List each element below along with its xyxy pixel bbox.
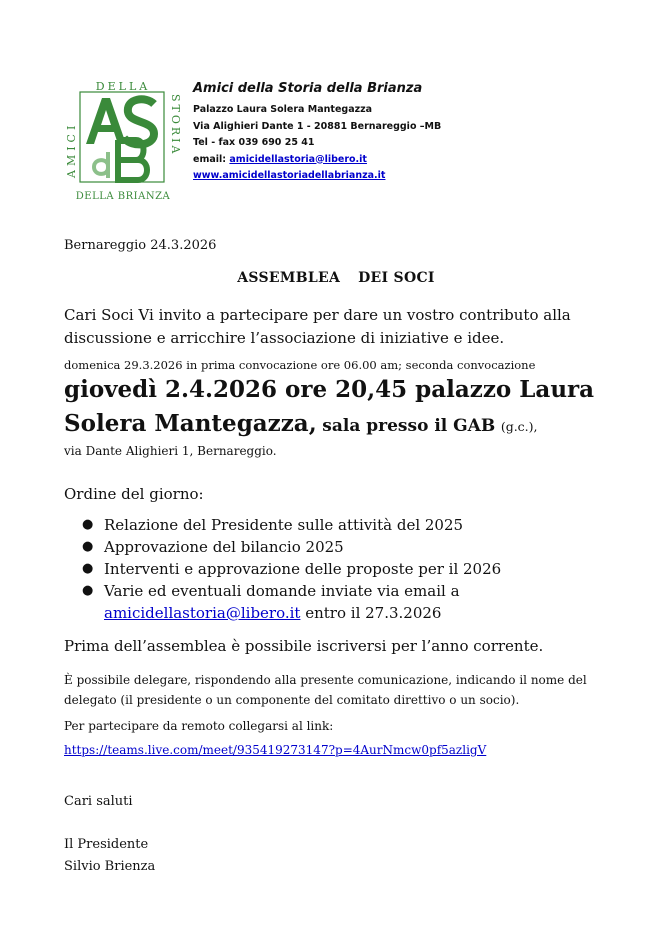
agenda-list <box>64 514 624 624</box>
street-address: via Dante Alighieri 1, Bernareggio. <box>64 444 277 458</box>
agenda-title: Ordine del giorno: <box>64 485 204 503</box>
logo-right-text: STORIA <box>169 94 182 157</box>
logo-graphic <box>62 80 184 202</box>
agenda-item-text: Interventi e approvazione delle proposte per il 2026 <box>104 560 502 578</box>
bullet-icon: ● <box>82 517 94 532</box>
email-line <box>193 152 441 169</box>
logo-left-text: AMICI <box>65 121 78 178</box>
title-part-2: DEI SOCI <box>358 270 435 286</box>
list-item <box>64 514 624 536</box>
email-label: email: <box>193 153 227 165</box>
first-call: domenica 29.3.2026 in prima convocazione ore 06.00 am; seconda convocazione <box>64 358 536 372</box>
email-link[interactable]: amicidellastoria@libero.it <box>229 153 367 165</box>
intro-paragraph: Cari Soci Vi invito a partecipare per dare un vostro contributo alla discussione e arricchire l’associazione di iniziative e idee. <box>64 306 571 347</box>
list-item <box>64 536 624 558</box>
registration-note: Prima dell’assemblea è possibile iscriversi per l’anno corrente. <box>64 637 544 655</box>
remote-instructions: Per partecipare da remoto collegarsi al link: <box>64 719 334 733</box>
association-logo <box>62 80 184 202</box>
delegation-note: È possibile delegare, rispondendo alla presente comunicazione, indicando il nome del delegato (il presidente o un componente del comitato direttivo o un socio). <box>64 673 587 707</box>
venue: Palazzo Laura Solera Mantegazza <box>193 104 373 115</box>
room-info: sala presso il GAB <box>322 416 496 436</box>
bullet-icon: ● <box>82 539 94 554</box>
agenda-item-text: Varie ed eventuali domande inviate via email a <box>104 582 460 600</box>
organization-info <box>193 81 441 185</box>
logo-top-text: DELLA <box>95 80 151 93</box>
second-call-line-2 <box>64 410 538 437</box>
logo-bottom-text: DELLA BRIANZA <box>75 191 171 202</box>
venue-name: Solera Mantegazza, <box>64 410 317 437</box>
signature-name: Silvio Brienza <box>64 859 156 874</box>
monogram-letter-d <box>94 152 108 178</box>
agenda-deadline: entro il 27.3.2026 <box>305 604 442 622</box>
website-line <box>193 168 441 185</box>
bullet-icon: ● <box>82 583 94 598</box>
list-item <box>64 558 624 580</box>
phone: Tel - fax 039 690 25 41 <box>193 137 315 148</box>
list-item <box>64 580 624 624</box>
letter-title <box>0 270 672 286</box>
agenda-item-text: Approvazione del bilancio 2025 <box>104 538 344 556</box>
signature-role: Il Presidente <box>64 837 149 852</box>
agenda-email-link[interactable]: amicidellastoria@libero.it <box>104 604 301 622</box>
second-call-line-1 <box>64 376 594 403</box>
second-call-date: giovedì 2.4.2026 ore 20,45 palazzo Laura <box>64 376 595 403</box>
closing: Cari saluti <box>64 794 133 809</box>
address: Via Alighieri Dante 1 - 20881 Bernareggio –MB <box>193 120 442 132</box>
organization-name: Amici della Storia della Brianza <box>193 81 423 96</box>
title-part-1: ASSEMBLEA <box>237 270 341 286</box>
teams-meeting-link[interactable]: https://teams.live.com/meet/935419273147?p=4AurNmcw0pf5azligV <box>64 743 487 757</box>
bullet-icon: ● <box>82 561 94 576</box>
website-link[interactable]: www.amicidellastoriadellabrianza.it <box>193 170 386 181</box>
letter-date: Bernareggio 24.3.2026 <box>64 238 217 253</box>
room-note: (g.c.), <box>500 419 538 434</box>
agenda-item-text: Relazione del Presidente sulle attività del 2025 <box>104 516 464 534</box>
